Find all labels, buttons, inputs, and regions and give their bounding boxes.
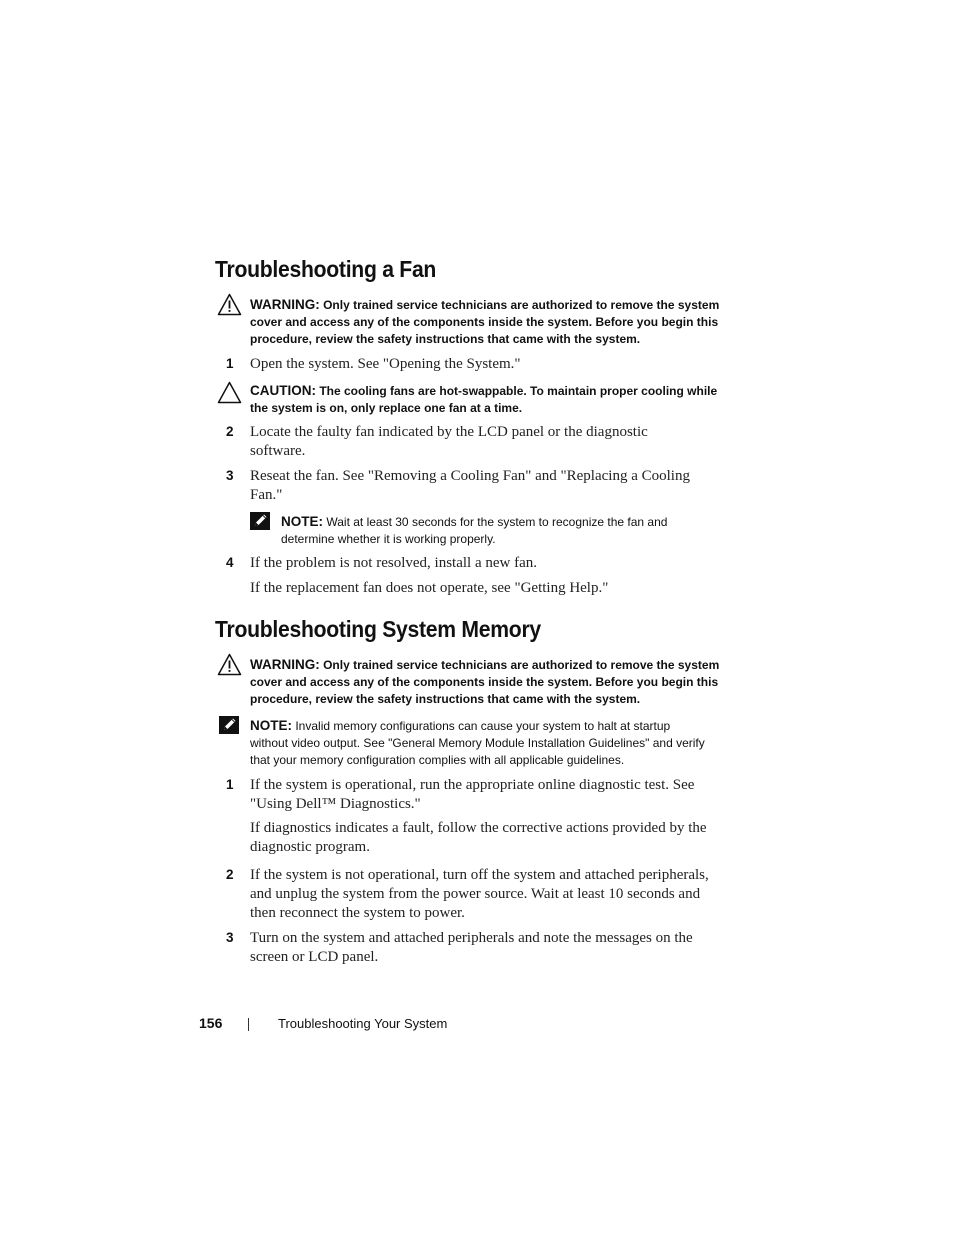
step-number: 4 [226, 555, 234, 570]
note-label: NOTE: [250, 718, 292, 733]
note-pencil-icon [219, 716, 239, 734]
caution-label: CAUTION: [250, 383, 316, 398]
warning-label: WARNING: [250, 657, 320, 672]
step-text: Locate the faulty fan indicated by the LCD panel or the diagnostic software. [250, 424, 648, 459]
step-text: If the problem is not resolved, install a new fan. [250, 555, 538, 571]
warning-notice-fan [250, 296, 720, 348]
page-number: 156 [199, 1015, 223, 1031]
section-heading-fan: Troubleshooting a Fan [215, 256, 437, 282]
warning-triangle-icon [217, 653, 242, 676]
note-notice-fan [281, 513, 701, 548]
step-number: 2 [226, 424, 234, 439]
step-text: If the system is operational, run the appropriate online diagnostic test. See "Using Dell™ Diagnostics." [250, 777, 695, 812]
step-text: Reseat the fan. See "Removing a Cooling Fan" and "Replacing a Cooling Fan." [250, 468, 690, 503]
warning-notice-memory [250, 656, 720, 708]
caution-text: The cooling fans are hot-swappable. To maintain proper cooling while the system is on, only replace one fan at a time. [250, 384, 718, 415]
step-number: 2 [226, 867, 234, 882]
step-followup-text: If diagnostics indicates a fault, follow the corrective actions provided by the diagnostic program. [250, 820, 707, 855]
note-text: Wait at least 30 seconds for the system to recognize the fan and determine whether it is working properly. [281, 515, 668, 546]
step-followup-text: If the replacement fan does not operate, see "Getting Help." [250, 580, 609, 596]
step-number: 1 [226, 356, 234, 371]
note-text: Invalid memory configurations can cause your system to halt at startup without video output. See "General Memory Module Installation Guidelines" and verify that your memory configuration complies with all applicable guidelines. [250, 719, 705, 767]
footer-divider [248, 1018, 249, 1031]
warning-text: Only trained service technicians are authorized to remove the system cover and access any of the components inside the system. Before you begin this procedure, review the safety instructions that came with the system. [250, 298, 720, 346]
step-number: 1 [226, 777, 234, 792]
step-text: Open the system. See "Opening the System." [250, 356, 521, 372]
warning-triangle-icon [217, 293, 242, 316]
caution-triangle-icon [217, 381, 242, 404]
note-notice-memory [250, 717, 710, 769]
step-text: Turn on the system and attached peripherals and note the messages on the screen or LCD panel. [250, 930, 693, 965]
step-number: 3 [226, 468, 234, 483]
section-heading-memory: Troubleshooting System Memory [215, 616, 541, 642]
warning-label: WARNING: [250, 297, 320, 312]
caution-notice [250, 382, 720, 417]
step-text: If the system is not operational, turn off the system and attached peripherals, and unplug the system from the power source. Wait at least 10 seconds and then reconnect the system to power. [250, 867, 709, 921]
step-number: 3 [226, 930, 234, 945]
note-pencil-icon [250, 512, 270, 530]
warning-text: Only trained service technicians are authorized to remove the system cover and access any of the components inside the system. Before you begin this procedure, review the safety instructions that came with the system. [250, 658, 720, 706]
footer-chapter-title: Troubleshooting Your System [278, 1016, 448, 1031]
note-label: NOTE: [281, 514, 323, 529]
